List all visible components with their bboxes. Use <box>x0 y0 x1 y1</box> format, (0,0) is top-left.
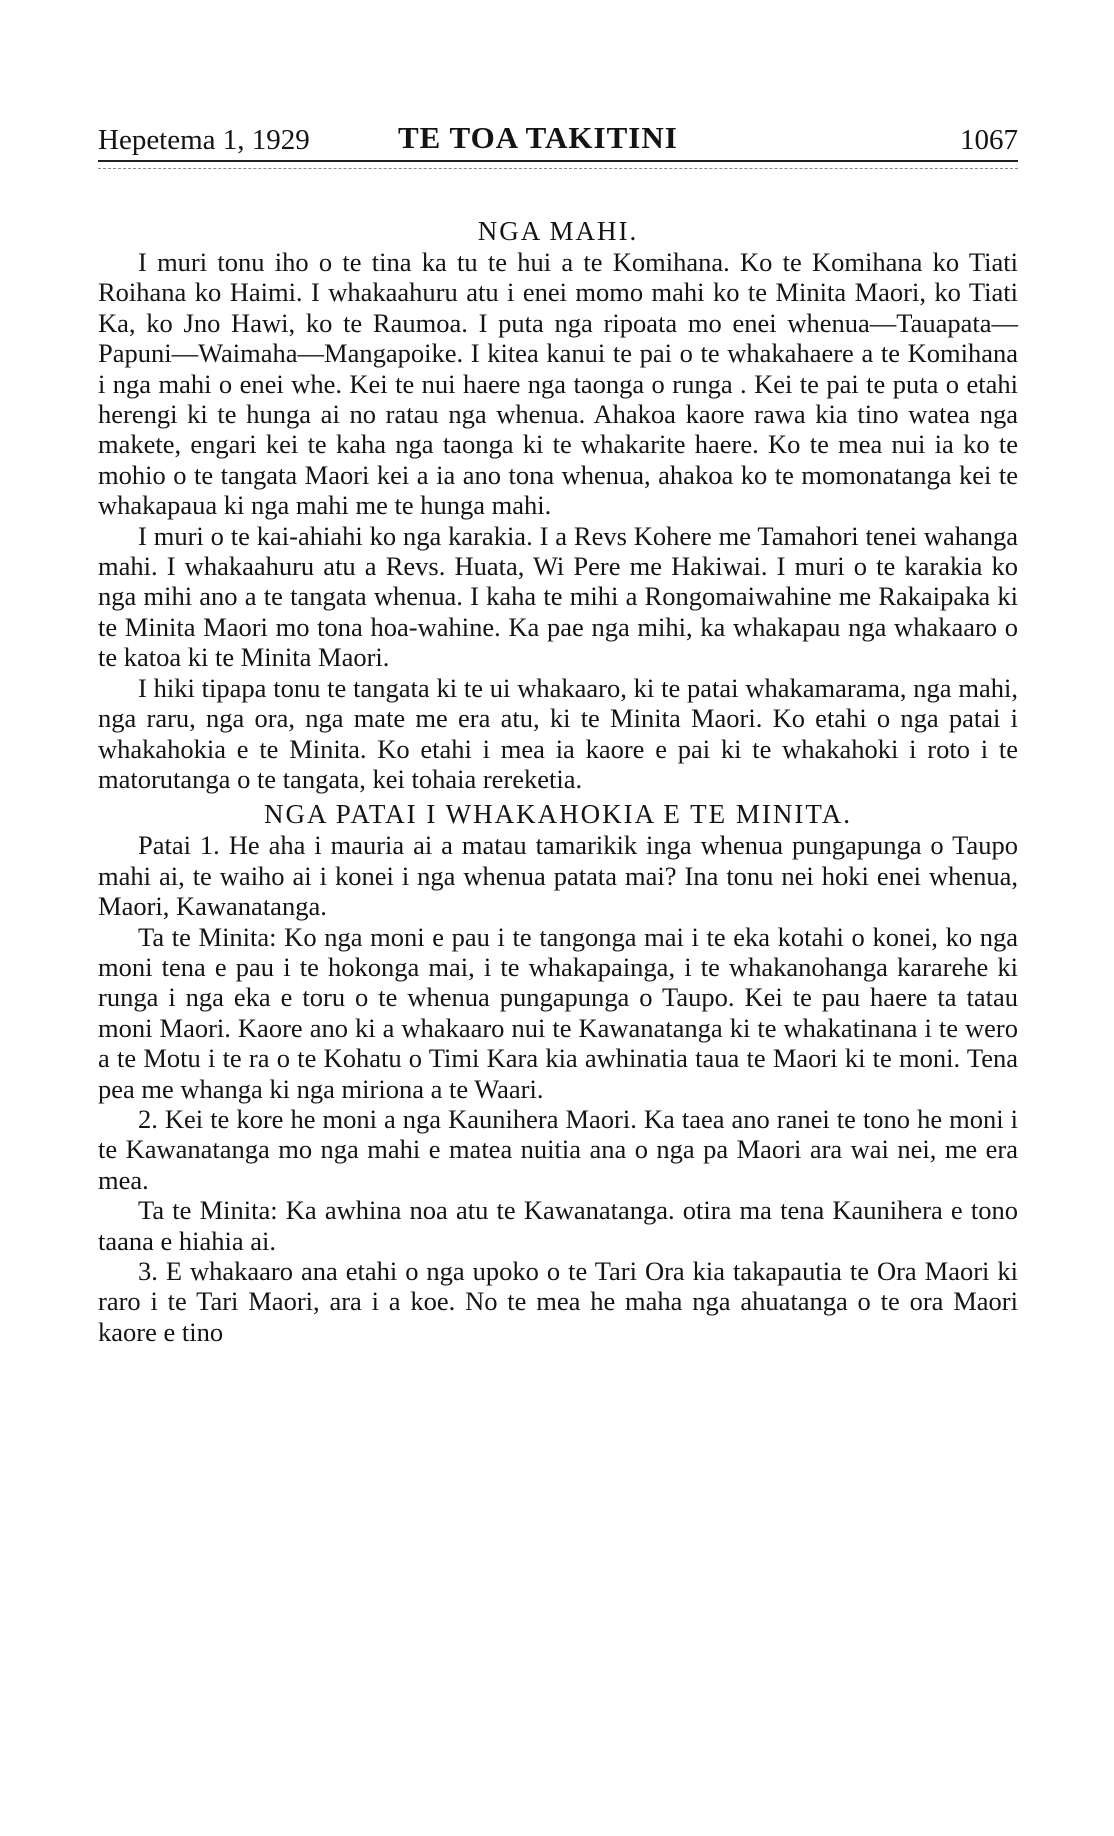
paragraph-answer-1: Ta te Minita: Ko nga moni e pau i te tangonga mai i te eka kotahi o konei, ko nga moni tena e pau i te hokonga mai, i te whakapainga, i te whakanohanga kararehe ki runga i nga eka e toru o te whenua pungapunga o Taupo. Kei te pau haere ta tatau moni Maori. Kaore ano ki a whakaaro nui te Kawanatanga ki te whakatinana i te wero a te Motu i te ra o te Kohatu o Timi Kara kia awhinatia taua te Maori ki te moni. Tena pea me whanga ki nga miriona a te Waari. <box>98 921 1018 1104</box>
page-number: 1067 <box>960 124 1018 156</box>
paragraph-committee: I muri tonu iho o te tina ka tu te hui a te Komihana. Ko te Komihana ko Tiati Roihana ko Haimi. I whakaahuru atu i enei momo mahi ko te Minita Maori, ko Tiati Ka, ko Jno Hawi, ko te Raumoa. I puta nga ripoata mo enei whenua—Tauapata—Papuni—Waimaha—Mangapoike. I kitea kanui te pai o te whakahaere a te Komihana i nga mahi o enei whe. Kei te nui haere nga taonga o runga . Kei te pai te puta o etahi herengi ki te hunga ai no ratau nga whenua. Ahakoa kaore rawa kia tino watea nga makete, engari kei te kaha nga taonga ki te whakarite haere. Ko te mea nui ia ko te mohio o te tangata Maori kei a ia ano tona whenua, ahakoa ko te momonatanga kei te whakapaua ki nga mahi me te hunga mahi. <box>98 247 1018 521</box>
paragraph-answer-2: Ta te Minita: Ka awhina noa atu te Kawanatanga. otira ma tena Kaunihera e tono taana e hiahia ai. <box>98 1195 1018 1256</box>
paragraph-questions: I hiki tipapa tonu te tangata ki te ui whakaaro, ki te patai whakamarama, nga mahi, nga raru, nga ora, nga mate me era atu, ki te Minita Maori. Ko etahi o nga patai i whakahokia e te Minita. Ko etahi i mea ia kaore e pai ki te whakahoki i roto i te matorutanga o te tangata, kei tohaia rereketia. <box>98 672 1018 794</box>
paragraph-question-2: 2. Kei te kore he moni a nga Kaunihera Maori. Ka taea ano ranei te tono he moni i te Kawanatanga mo nga mahi e matea nuitia ana o nga pa Maori ara wai nei, me era mea. <box>98 1103 1018 1195</box>
journal-page <box>98 120 1018 1347</box>
running-head <box>98 120 1018 162</box>
header-rule <box>98 168 1018 169</box>
paragraph-question-1: Patai 1. He aha i mauria ai a matau tamarikik inga whenua pungapunga o Taupo mahi ai, te waiho ai i konei i nga whenua patata mai? Ina tonu nei hoki enei whenua, Maori, Kawanatanga. <box>98 830 1018 922</box>
issue-date: Hepetema 1, 1929 <box>98 124 310 156</box>
publication-title: TE TOA TAKITINI <box>398 120 678 155</box>
paragraph-question-3: 3. E whakaaro ana etahi o nga upoko o te Tari Ora kia takapautia te Ora Maori ki raro i te Tari Maori, ara i a koe. No te mea he maha nga ahuatanga o te ora Maori kaore e tino <box>98 1256 1018 1347</box>
section-heading-patai: NGA PATAI I WHAKAHOKIA E TE MINITA. <box>264 799 852 830</box>
paragraph-evening-prayers: I muri o te kai-ahiahi ko nga karakia. I a Revs Kohere me Tamahori tenei wahanga mahi. I whakaahuru atu a Revs. Huata, Wi Pere me Hakiwai. I muri o te karakia ko nga mihi ano a te tangata whenua. I kaha te mihi a Rongomaiwahine me Rakaipaka ki te Minita Maori mo tona hoa-wahine. Ka pae nga mihi, ka whakapau nga whakaaro o te katoa ki te Minita Maori. <box>98 520 1018 673</box>
section-heading-mahi: NGA MAHI. <box>477 216 639 246</box>
